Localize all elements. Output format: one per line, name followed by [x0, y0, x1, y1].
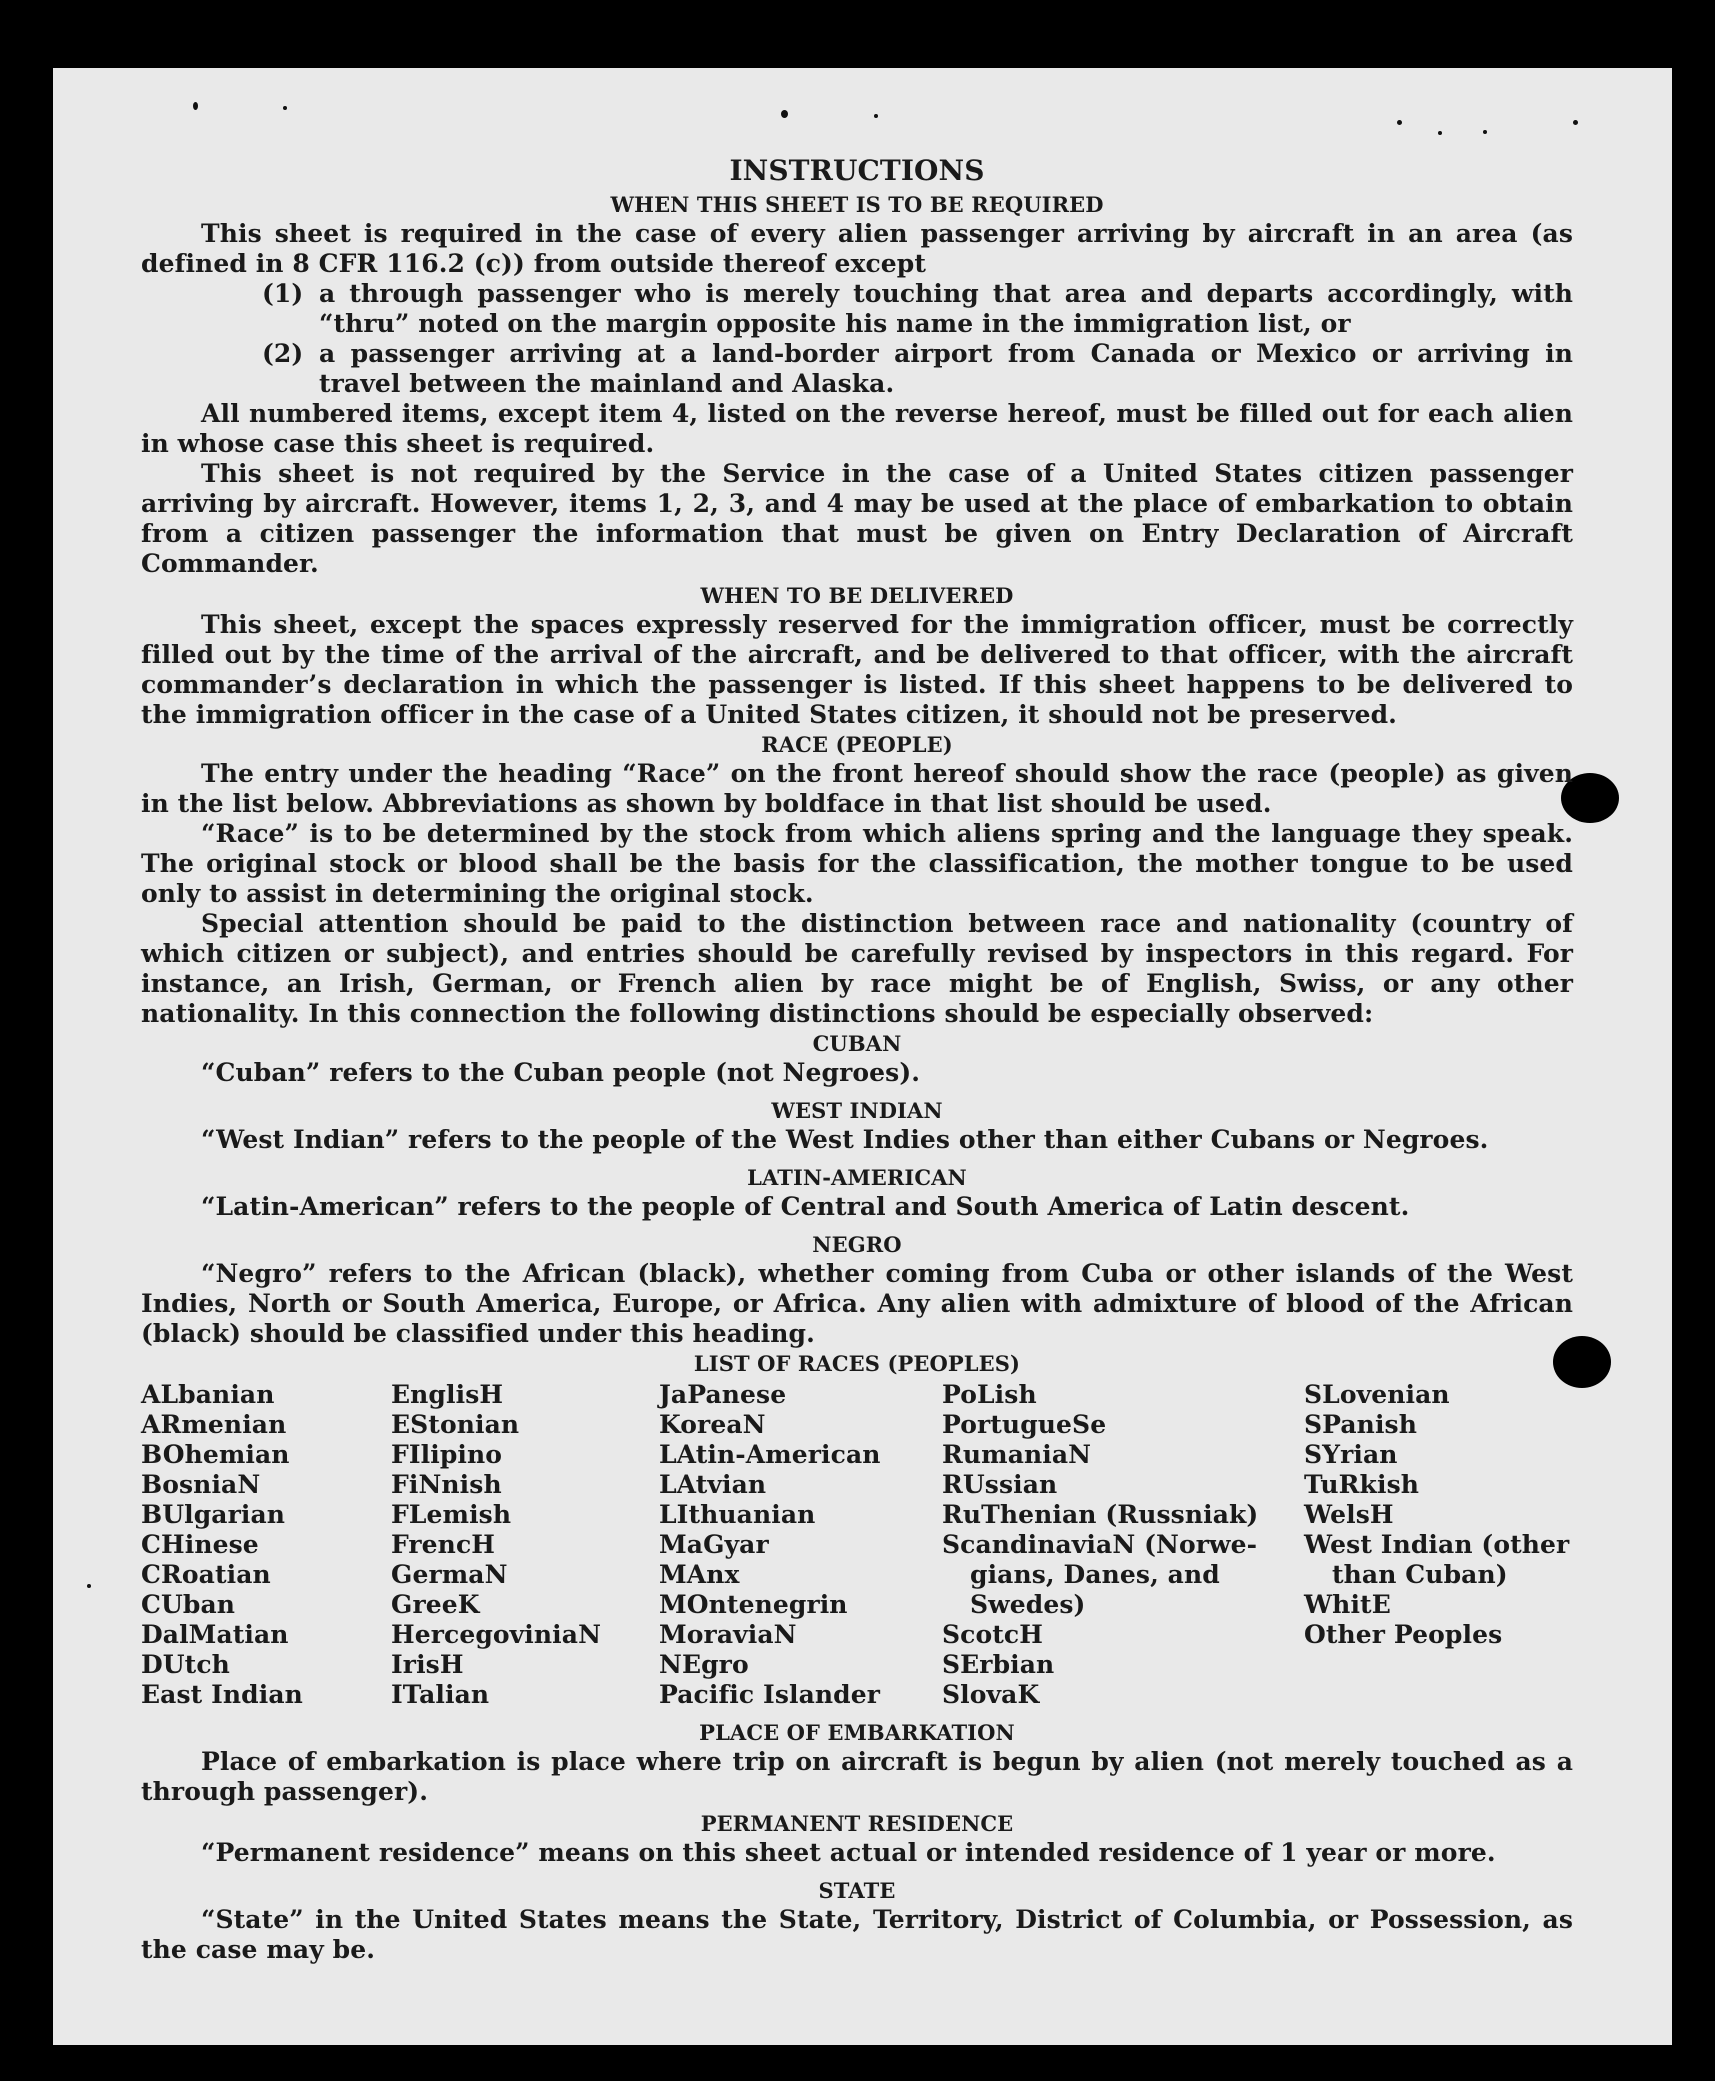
- scan-speck: [1483, 130, 1487, 134]
- section-heading: STATE: [818, 1878, 896, 1903]
- item-text: a passenger arriving at a land-border airport from Canada or Mexico or arriving in travel between the mainland and Alaska.: [319, 339, 1573, 398]
- numbered-item: [141, 339, 1573, 399]
- race-list-item: GermaN: [391, 1560, 508, 1589]
- paragraph: This sheet, except the spaces expressly reserved for the immigration officer, must be correctly filled out by the time of the arrival of the aircraft, and be delivered to that officer, with the aircraft commander’s declaration in which the passenger is listed. If this sheet happens to be delivered to the immigration officer in the case of a United States citizen, it should not be preserved.: [141, 610, 1573, 729]
- race-list-item: FLemish: [391, 1500, 512, 1529]
- paragraph: This sheet is not required by the Service in the case of a United States citizen passenger arriving by aircraft. However, items 1, 2, 3, and 4 may be used at the place of embarkation to obtain from a citizen passenger the information that must be given on Entry Declaration of Aircraft Commander.: [141, 459, 1573, 578]
- race-list-item: SPanish: [1304, 1410, 1418, 1439]
- race-list-item: Pacific Islander: [659, 1680, 881, 1709]
- section-heading: CUBAN: [812, 1031, 902, 1056]
- race-list-column: [391, 1380, 659, 1710]
- race-list-item: SYrian: [1304, 1440, 1398, 1469]
- race-list-item: gians, Danes, and: [970, 1560, 1220, 1589]
- race-list-item: CRoatian: [141, 1560, 271, 1589]
- race-list-item: West Indian (other: [1304, 1530, 1570, 1559]
- paragraph: This sheet is required in the case of every alien passenger arriving by aircraft in an area (as defined in 8 CFR 116.2 (c)) from outside thereof except: [141, 219, 1573, 278]
- paragraph: The entry under the heading “Race” on the front hereof should show the race (people) as given in the list below. Abbreviations as shown by boldface in that list should be used.: [141, 759, 1573, 818]
- race-list-item: Other Peoples: [1304, 1620, 1503, 1649]
- page-title: INSTRUCTIONS: [729, 154, 985, 187]
- paragraph: “Cuban” refers to the Cuban people (not Negroes).: [201, 1058, 921, 1087]
- race-list-item: DalMatian: [141, 1620, 289, 1649]
- paragraph: Special attention should be paid to the distinction between race and nationality (country of which citizen or subject), and entries should be carefully revised by inspectors in this regard. For instance, an Irish, German, or French alien by race might be of English, Swiss, or any other nationality. In this connection the following distinctions should be especially observed:: [141, 909, 1573, 1028]
- race-list-item: FrencH: [391, 1530, 496, 1559]
- race-list-item: MaGyar: [659, 1530, 769, 1559]
- race-list-item: RuThenian (Russniak): [942, 1500, 1259, 1529]
- race-list-column: [1304, 1380, 1573, 1710]
- race-list-item: EnglisH: [391, 1380, 504, 1409]
- race-list-item: SlovaK: [942, 1680, 1040, 1709]
- race-list-item: ScandinaviaN (Norwe-: [942, 1530, 1258, 1559]
- paragraph: “Permanent residence” means on this sheet actual or intended residence of 1 year or more.: [201, 1838, 1496, 1867]
- race-list-item: EStonian: [391, 1410, 520, 1439]
- section-heading: WEST INDIAN: [771, 1098, 943, 1123]
- race-list-item: FiNnish: [391, 1470, 502, 1499]
- paragraph: “Race” is to be determined by the stock from which aliens spring and the language they speak. The original stock or blood shall be the basis for the classification, the mother tongue to be used only to assist in determining the original stock.: [141, 819, 1573, 908]
- race-list-item: GreeK: [391, 1590, 480, 1619]
- scan-speck: [283, 106, 287, 110]
- race-list-item: JaPanese: [659, 1380, 787, 1409]
- scan-speck: [193, 102, 198, 110]
- race-list-item: ALbanian: [141, 1380, 275, 1409]
- race-list: [141, 1380, 1573, 1710]
- race-list-item: SLovenian: [1304, 1380, 1450, 1409]
- race-list-item: WhitE: [1304, 1590, 1391, 1619]
- scan-speck: [87, 1584, 91, 1588]
- item-number: (2): [262, 339, 304, 368]
- race-list-item: ITalian: [391, 1680, 490, 1709]
- section-heading: WHEN THIS SHEET IS TO BE REQUIRED: [610, 192, 1104, 217]
- race-list-item: TuRkish: [1304, 1470, 1420, 1499]
- race-list-item: IrisH: [391, 1650, 464, 1679]
- race-list-item: NEgro: [659, 1650, 749, 1679]
- section-heading: NEGRO: [812, 1232, 902, 1257]
- race-list-item: KoreaN: [659, 1410, 766, 1439]
- section-heading: LATIN-AMERICAN: [747, 1165, 967, 1190]
- race-list-item: SErbian: [942, 1650, 1055, 1679]
- document-sheet: [53, 68, 1672, 2045]
- item-number: (1): [262, 279, 304, 308]
- race-list-item: BUlgarian: [141, 1500, 286, 1529]
- section-heading: WHEN TO BE DELIVERED: [700, 583, 1014, 608]
- scan-speck: [781, 110, 788, 118]
- race-list-item: than Cuban): [1332, 1560, 1508, 1589]
- race-list-item: HercegoviniaN: [391, 1620, 602, 1649]
- race-list-item: PortugueSe: [942, 1410, 1107, 1439]
- section-heading: RACE (PEOPLE): [761, 732, 953, 757]
- race-list-item: ARmenian: [141, 1410, 287, 1439]
- instructions-content: [141, 154, 1573, 1965]
- race-list-item: BOhemian: [141, 1440, 290, 1469]
- race-list-column: [942, 1380, 1304, 1710]
- scan-speck: [874, 114, 878, 118]
- race-list-item: MOntenegrin: [659, 1590, 848, 1619]
- paragraph: “West Indian” refers to the people of the West Indies other than either Cubans or Negroes.: [201, 1125, 1489, 1154]
- race-list-item: MoraviaN: [659, 1620, 797, 1649]
- paragraph: “Negro” refers to the African (black), whether coming from Cuba or other islands of the West Indies, North or South America, Europe, or Africa. Any alien with admixture of blood of the African (black) should be classified under this heading.: [141, 1259, 1573, 1348]
- race-list-item: WelsH: [1304, 1500, 1394, 1529]
- race-list-item: FIlipino: [391, 1440, 503, 1469]
- race-list-item: CHinese: [141, 1530, 259, 1559]
- section-heading: PLACE OF EMBARKATION: [699, 1720, 1015, 1745]
- paragraph: All numbered items, except item 4, listed on the reverse hereof, must be filled out for each alien in whose case this sheet is required.: [141, 399, 1573, 458]
- race-list-item: BosniaN: [141, 1470, 261, 1499]
- paragraph: “Latin-American” refers to the people of Central and South America of Latin descent.: [201, 1192, 1410, 1221]
- section-heading: LIST OF RACES (PEOPLES): [693, 1351, 1021, 1376]
- race-list-item: LAtvian: [659, 1470, 767, 1499]
- scan-speck: [1573, 120, 1578, 125]
- race-list-item: RumaniaN: [942, 1440, 1092, 1469]
- section-heading: PERMANENT RESIDENCE: [700, 1811, 1014, 1836]
- race-list-item: LAtin-American: [659, 1440, 881, 1469]
- race-list-item: MAnx: [659, 1560, 740, 1589]
- race-list-item: CUban: [141, 1590, 236, 1619]
- numbered-item: [141, 279, 1573, 339]
- race-list-item: East Indian: [141, 1680, 303, 1709]
- race-list-item: RUssian: [942, 1470, 1058, 1499]
- race-list-item: ScotcH: [942, 1620, 1043, 1649]
- race-list-item: DUtch: [141, 1650, 230, 1679]
- item-text: a through passenger who is merely touching that area and departs accordingly, with “thru” noted on the margin opposite his name in the immigration list, or: [319, 279, 1573, 338]
- race-list-column: [659, 1380, 942, 1710]
- race-list-column: [141, 1380, 391, 1710]
- race-list-item: Swedes): [970, 1590, 1086, 1619]
- paragraph: “State” in the United States means the State, Territory, District of Columbia, or Possession, as the case may be.: [141, 1905, 1573, 1964]
- race-list-item: PoLish: [942, 1380, 1037, 1409]
- race-list-item: LIthuanian: [659, 1500, 816, 1529]
- scan-speck: [1397, 120, 1402, 125]
- paragraph: Place of embarkation is place where trip on aircraft is begun by alien (not merely touched as a through passenger).: [141, 1747, 1573, 1806]
- scan-speck: [1438, 131, 1442, 135]
